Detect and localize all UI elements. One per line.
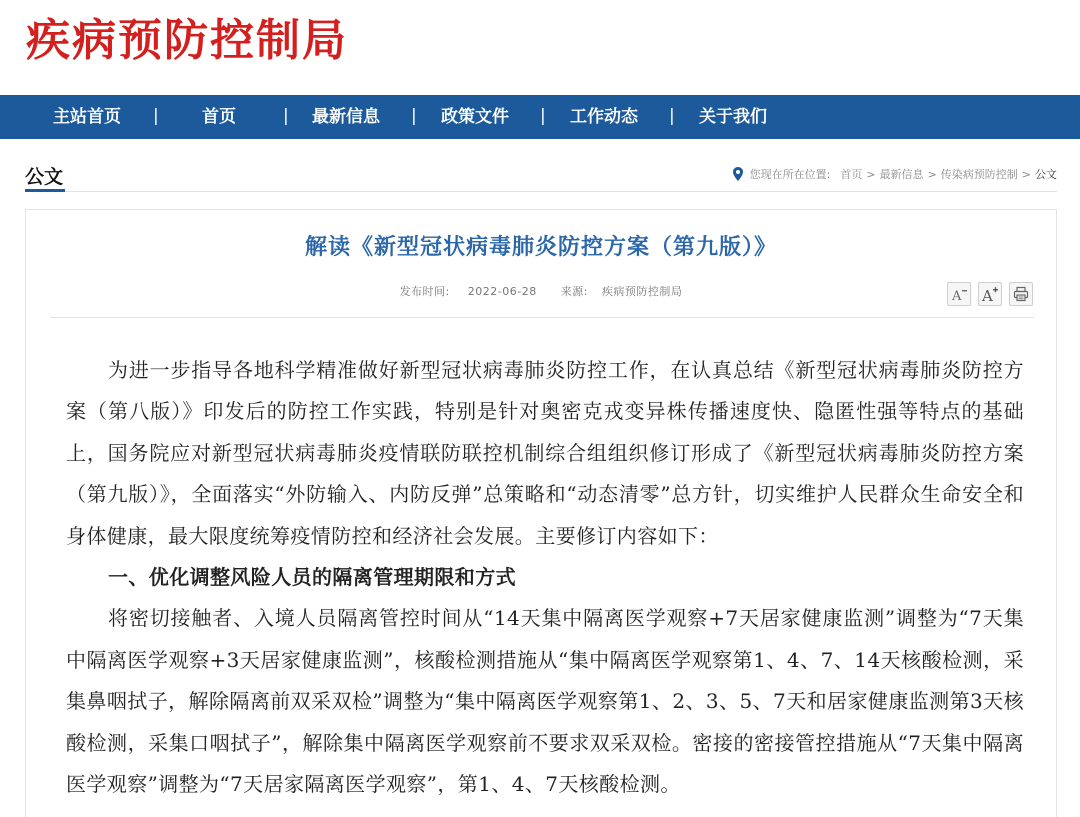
font-increase-button[interactable] (978, 282, 1002, 306)
nav-item-about-us[interactable]: 关于我们 (699, 107, 767, 127)
location-pin-icon (732, 167, 744, 181)
publish-label: 发布时间: (399, 285, 450, 298)
nav-separator: | (153, 106, 159, 126)
article-body (66, 350, 1024, 805)
print-icon (1013, 286, 1029, 302)
breadcrumb-item-home[interactable]: 首页 (840, 168, 863, 181)
article-meta (26, 283, 1056, 299)
breadcrumb-prefix: 您现在所在位置: (749, 168, 831, 181)
publish-date: 2022-06-28 (467, 285, 537, 298)
font-decrease-icon (950, 286, 968, 302)
article-subheading: 一、优化调整风险人员的隔离管理期限和方式 (108, 565, 516, 590)
nav-item-home[interactable]: 首页 (202, 107, 236, 127)
breadcrumb-separator: > (1021, 167, 1031, 181)
article-container (25, 209, 1057, 817)
nav-separator: | (540, 106, 546, 126)
nav-item-latest-info[interactable]: 最新信息 (312, 107, 380, 127)
section-title: 公文 (25, 166, 64, 188)
print-button[interactable] (1009, 282, 1033, 306)
article-paragraph: 为进一步指导各地科学精准做好新型冠状病毒肺炎防控工作，在认真总结《新型冠状病毒肺炎防控方案（第八版）》印发后的防控工作实践，特别是针对奥密克戎变异株传播速度快、隐匿性强等特点的基础上，国务院应对新型冠状病毒肺炎疫情联防联控机制综合组组织修订形成了《新型冠状病毒肺炎防控方案（第九版）》，全面落实“外防输入、内防反弹”总策略和“动态清零”总方针，切实维护人民群众生命安全和身体健康，最大限度统筹疫情防控和经济社会发展。主要修订内容如下： (66, 358, 1024, 548)
nav-item-main-home[interactable]: 主站首页 (53, 107, 121, 127)
site-header (0, 0, 1080, 95)
breadcrumb-separator: > (927, 167, 937, 181)
font-decrease-button[interactable] (947, 282, 971, 306)
source-name: 疾病预防控制局 (601, 285, 683, 298)
section-title-underline (25, 189, 65, 192)
breadcrumb (732, 166, 1057, 182)
breadcrumb-item-current: 公文 (1035, 168, 1057, 181)
section-divider (25, 191, 1057, 192)
nav-item-work-news[interactable]: 工作动态 (570, 107, 638, 127)
svg-text:A: A (952, 289, 962, 302)
main-nav (0, 95, 1080, 139)
nav-item-policy-documents[interactable]: 政策文件 (441, 107, 509, 127)
nav-separator: | (669, 106, 675, 126)
breadcrumb-separator: > (866, 167, 876, 181)
article-paragraph: 将密切接触者、入境人员隔离管控时间从“14天集中隔离医学观察+7天居家健康监测”调整为“7天集中隔离医学观察+3天居家健康监测”，核酸检测措施从“集中隔离医学观察第1、4、7、14天核酸检测，采集鼻咽拭子，解除隔离前双采双检”调整为“集中隔离医学观察第1、2、3、5、7天和居家健康监测第3天核酸检测，采集口咽拭子”，解除集中隔离医学观察前不要求双采双检。密接的密接管控措施从“7天集中隔离医学观察”调整为“7天居家隔离医学观察”，第1、4、7天核酸检测。 (66, 606, 1024, 797)
article-divider (50, 317, 1034, 318)
site-logo-title[interactable]: 疾病预防控制局 (26, 15, 348, 66)
font-increase-icon (981, 286, 999, 302)
section-header (25, 160, 1057, 194)
source-label: 来源: (560, 285, 588, 298)
breadcrumb-item-latest-info[interactable]: 最新信息 (879, 168, 924, 181)
nav-separator: | (411, 106, 417, 126)
svg-text:A: A (982, 287, 993, 302)
article-title: 解读《新型冠状病毒肺炎防控方案（第九版）》 (304, 235, 777, 260)
breadcrumb-item-infectious-disease[interactable]: 传染病预防控制 (940, 168, 1018, 181)
nav-separator: | (283, 106, 289, 126)
